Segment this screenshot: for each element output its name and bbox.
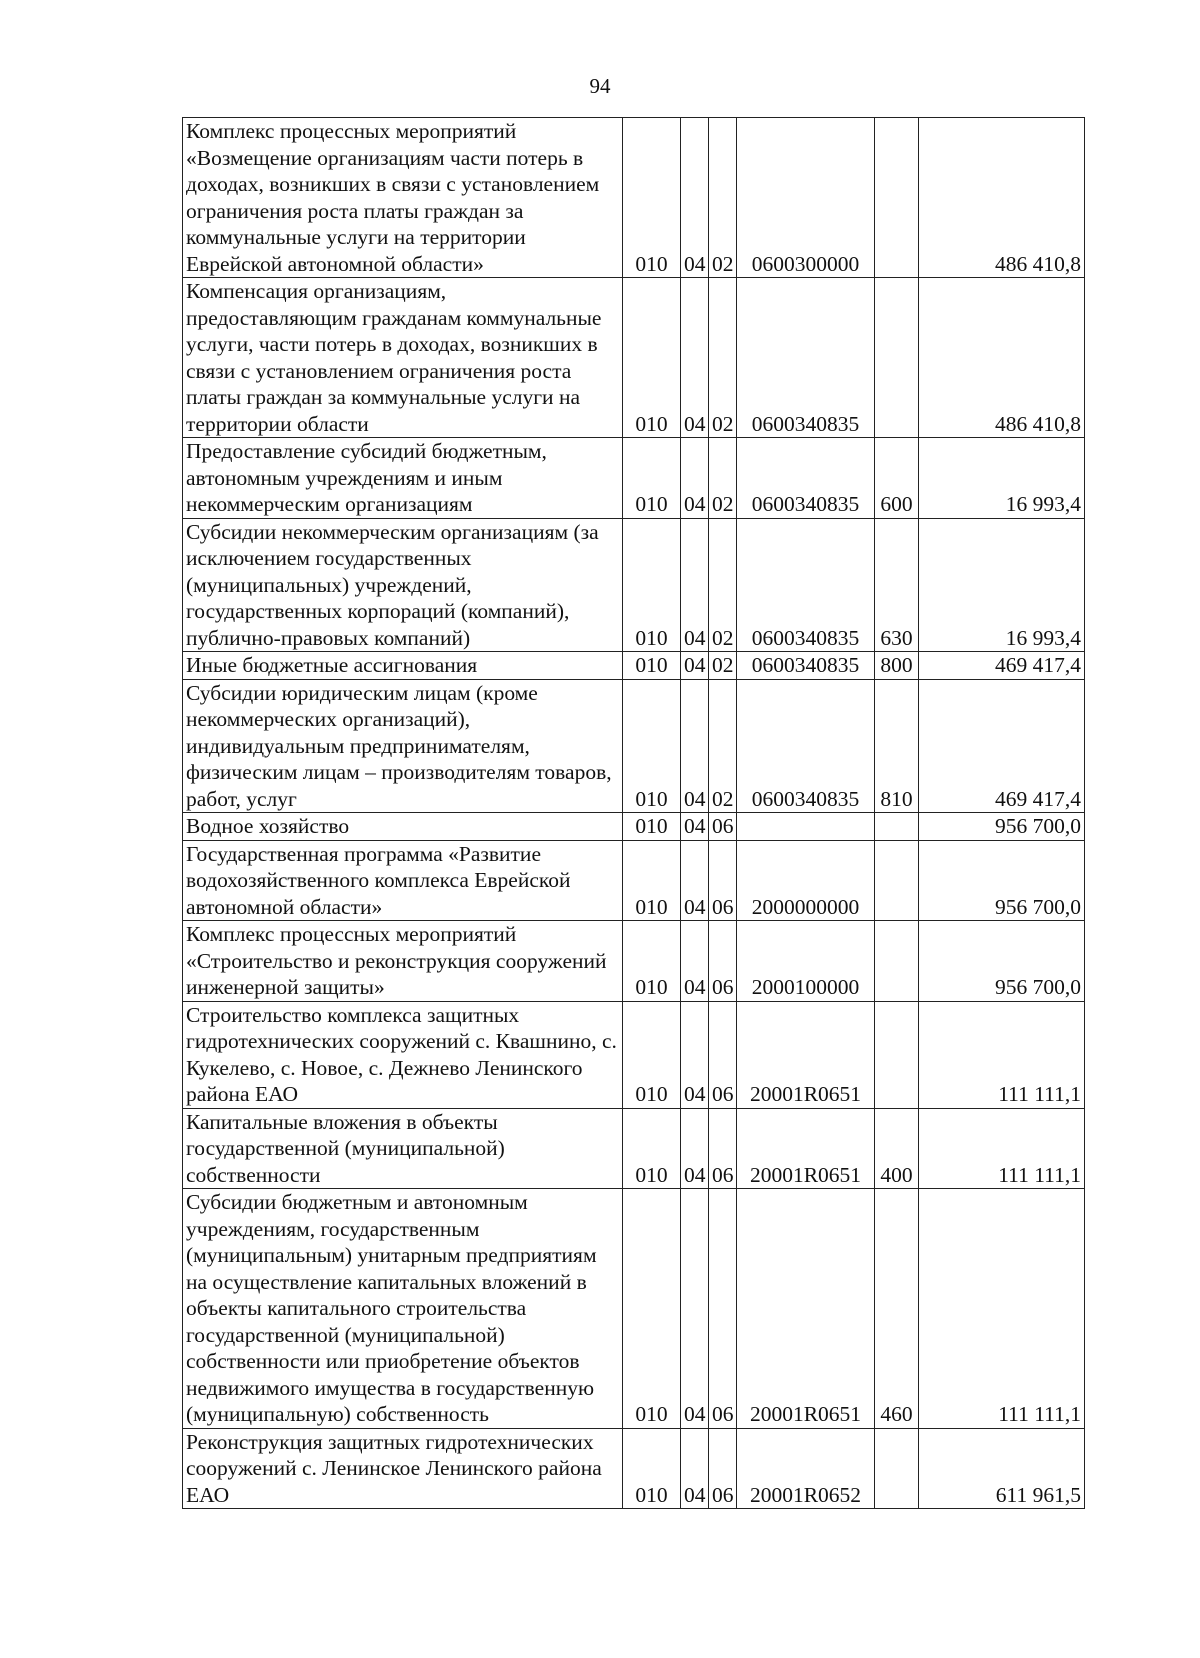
row-section: 04 [681, 840, 709, 921]
row-expense-type [875, 118, 919, 278]
row-section: 04 [681, 278, 709, 438]
row-grbs: 010 [623, 679, 681, 813]
row-amount: 956 700,0 [919, 840, 1085, 921]
row-subsection: 06 [709, 1108, 737, 1189]
row-expense-type [875, 1001, 919, 1108]
row-name: Субсидии юридическим лицам (кроме некоммерческих организаций), индивидуальным предпринимателям, физическим лицам – производителям товаров, работ, услуг [183, 679, 623, 813]
row-subsection: 06 [709, 921, 737, 1002]
row-name: Водное хозяйство [183, 813, 623, 841]
row-subsection: 06 [709, 1001, 737, 1108]
row-expense-type: 400 [875, 1108, 919, 1189]
table-row [183, 1001, 1085, 1108]
row-section: 04 [681, 118, 709, 278]
row-subsection: 02 [709, 518, 737, 652]
row-amount: 469 417,4 [919, 652, 1085, 680]
row-amount: 486 410,8 [919, 118, 1085, 278]
row-name: Реконструкция защитных гидротехнических сооружений с. Ленинское Ленинского района ЕАО [183, 1428, 623, 1509]
table-row [183, 652, 1085, 680]
row-amount: 956 700,0 [919, 813, 1085, 841]
table-row [183, 679, 1085, 813]
row-section: 04 [681, 1189, 709, 1429]
row-amount: 16 993,4 [919, 518, 1085, 652]
row-name: Субсидии некоммерческим организациям (за исключением государственных (муниципальных) учреждений, государственных корпораций (компаний), публично-правовых компаний) [183, 518, 623, 652]
row-name: Капитальные вложения в объекты государственной (муниципальной) собственности [183, 1108, 623, 1189]
row-subsection: 06 [709, 1189, 737, 1429]
row-section: 04 [681, 921, 709, 1002]
row-section: 04 [681, 1428, 709, 1509]
row-target-article: 0600340835 [737, 679, 875, 813]
row-grbs: 010 [623, 1001, 681, 1108]
row-grbs: 010 [623, 438, 681, 519]
row-subsection: 02 [709, 118, 737, 278]
row-subsection: 02 [709, 679, 737, 813]
row-expense-type: 630 [875, 518, 919, 652]
table-row [183, 1108, 1085, 1189]
table-row [183, 840, 1085, 921]
row-subsection: 02 [709, 278, 737, 438]
row-section: 04 [681, 518, 709, 652]
row-name: Строительство комплекса защитных гидротехнических сооружений с. Квашнино, с. Кукелево, с. Новое, с. Дежнево Ленинского района ЕАО [183, 1001, 623, 1108]
row-target-article: 0600340835 [737, 518, 875, 652]
row-target-article: 2000000000 [737, 840, 875, 921]
row-expense-type [875, 1428, 919, 1509]
row-name: Субсидии бюджетным и автономным учреждениям, государственным (муниципальным) унитарным предприятиям на осуществление капитальных вложений в объекты капитального строительства государственной (муниципальной) собственности или приобретение объектов недвижимого имущества в государственную (муниципальную) собственность [183, 1189, 623, 1429]
row-amount: 486 410,8 [919, 278, 1085, 438]
row-name: Комплекс процессных мероприятий «Строительство и реконструкция сооружений инженерной защиты» [183, 921, 623, 1002]
budget-table-body [183, 118, 1085, 1509]
row-subsection: 06 [709, 840, 737, 921]
row-target-article: 20001R0651 [737, 1001, 875, 1108]
row-subsection: 06 [709, 813, 737, 841]
row-expense-type [875, 921, 919, 1002]
row-grbs: 010 [623, 278, 681, 438]
table-row [183, 921, 1085, 1002]
table-row [183, 1189, 1085, 1429]
row-amount: 611 961,5 [919, 1428, 1085, 1509]
row-section: 04 [681, 813, 709, 841]
row-target-article: 0600340835 [737, 438, 875, 519]
row-grbs: 010 [623, 921, 681, 1002]
row-amount: 111 111,1 [919, 1108, 1085, 1189]
row-amount: 111 111,1 [919, 1189, 1085, 1429]
row-name: Компенсация организациям, предоставляющим гражданам коммунальные услуги, части потерь в доходах, возникших в связи с установлением ограничения роста платы граждан за коммунальные услуги на территории области [183, 278, 623, 438]
row-target-article: 20001R0652 [737, 1428, 875, 1509]
row-grbs: 010 [623, 652, 681, 680]
row-target-article: 0600340835 [737, 278, 875, 438]
row-grbs: 010 [623, 840, 681, 921]
row-subsection: 06 [709, 1428, 737, 1509]
row-section: 04 [681, 438, 709, 519]
row-target-article: 2000100000 [737, 921, 875, 1002]
budget-table [182, 117, 1085, 1509]
row-name: Комплекс процессных мероприятий «Возмещение организациям части потерь в доходах, возникших в связи с установлением ограничения роста платы граждан за коммунальные услуги на территории Еврейской автономной области» [183, 118, 623, 278]
row-expense-type: 460 [875, 1189, 919, 1429]
row-expense-type: 800 [875, 652, 919, 680]
row-target-article: 20001R0651 [737, 1189, 875, 1429]
row-target-article: 20001R0651 [737, 1108, 875, 1189]
row-target-article: 0600340835 [737, 652, 875, 680]
row-grbs: 010 [623, 1428, 681, 1509]
row-section: 04 [681, 679, 709, 813]
row-name: Иные бюджетные ассигнования [183, 652, 623, 680]
row-expense-type [875, 813, 919, 841]
row-subsection: 02 [709, 438, 737, 519]
row-expense-type [875, 278, 919, 438]
table-row [183, 518, 1085, 652]
table-row [183, 278, 1085, 438]
row-grbs: 010 [623, 813, 681, 841]
row-expense-type: 600 [875, 438, 919, 519]
row-name: Предоставление субсидий бюджетным, автономным учреждениям и иным некоммерческим организациям [183, 438, 623, 519]
row-expense-type: 810 [875, 679, 919, 813]
row-grbs: 010 [623, 1108, 681, 1189]
row-section: 04 [681, 1108, 709, 1189]
table-row [183, 438, 1085, 519]
table-row [183, 1428, 1085, 1509]
row-amount: 956 700,0 [919, 921, 1085, 1002]
row-section: 04 [681, 1001, 709, 1108]
row-expense-type [875, 840, 919, 921]
table-row [183, 813, 1085, 841]
row-grbs: 010 [623, 118, 681, 278]
row-target-article [737, 813, 875, 841]
row-grbs: 010 [623, 1189, 681, 1429]
page-number: 94 [589, 74, 611, 98]
row-section: 04 [681, 652, 709, 680]
row-grbs: 010 [623, 518, 681, 652]
table-row [183, 118, 1085, 278]
row-amount: 469 417,4 [919, 679, 1085, 813]
row-amount: 16 993,4 [919, 438, 1085, 519]
row-name: Государственная программа «Развитие водохозяйственного комплекса Еврейской автономной области» [183, 840, 623, 921]
row-amount: 111 111,1 [919, 1001, 1085, 1108]
row-subsection: 02 [709, 652, 737, 680]
row-target-article: 0600300000 [737, 118, 875, 278]
